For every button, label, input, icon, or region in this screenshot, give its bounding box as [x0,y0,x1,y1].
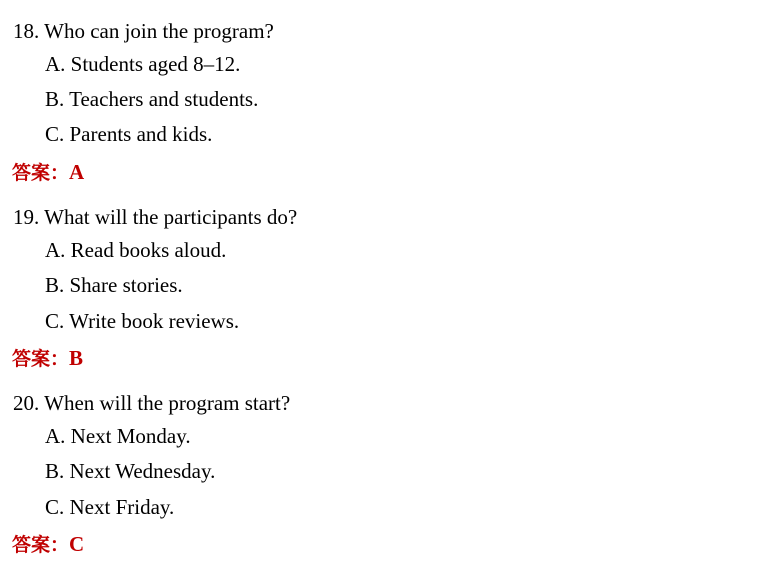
answer-label: 答案： [12,534,70,556]
question-20-option-a: A. Next Monday. [45,424,191,448]
answer-value: C [69,532,85,556]
answer-value: A [69,160,85,184]
question-20-option-c: C. Next Friday. [45,495,175,519]
question-20: 20. When will the program start? [13,391,291,415]
question-19-option-a: A. Read books aloud. [45,238,227,262]
question-19-option-c: C. Write book reviews. [45,309,240,333]
question-18-option-a: A. Students aged 8–12. [45,52,241,76]
question-19-option-b: B. Share stories. [45,273,183,297]
question-20-option-b: B. Next Wednesday. [45,459,216,483]
question-18-answer [12,160,84,185]
question-20-answer [12,532,84,557]
answer-label: 答案： [12,348,70,370]
question-18-option-c: C. Parents and kids. [45,122,213,146]
answer-value: B [69,346,84,370]
question-19: 19. What will the participants do? [13,205,298,229]
question-18-option-b: B. Teachers and students. [45,87,259,111]
question-19-answer [12,346,83,371]
answer-label: 答案： [12,162,70,184]
question-18: 18. Who can join the program? [13,19,274,43]
